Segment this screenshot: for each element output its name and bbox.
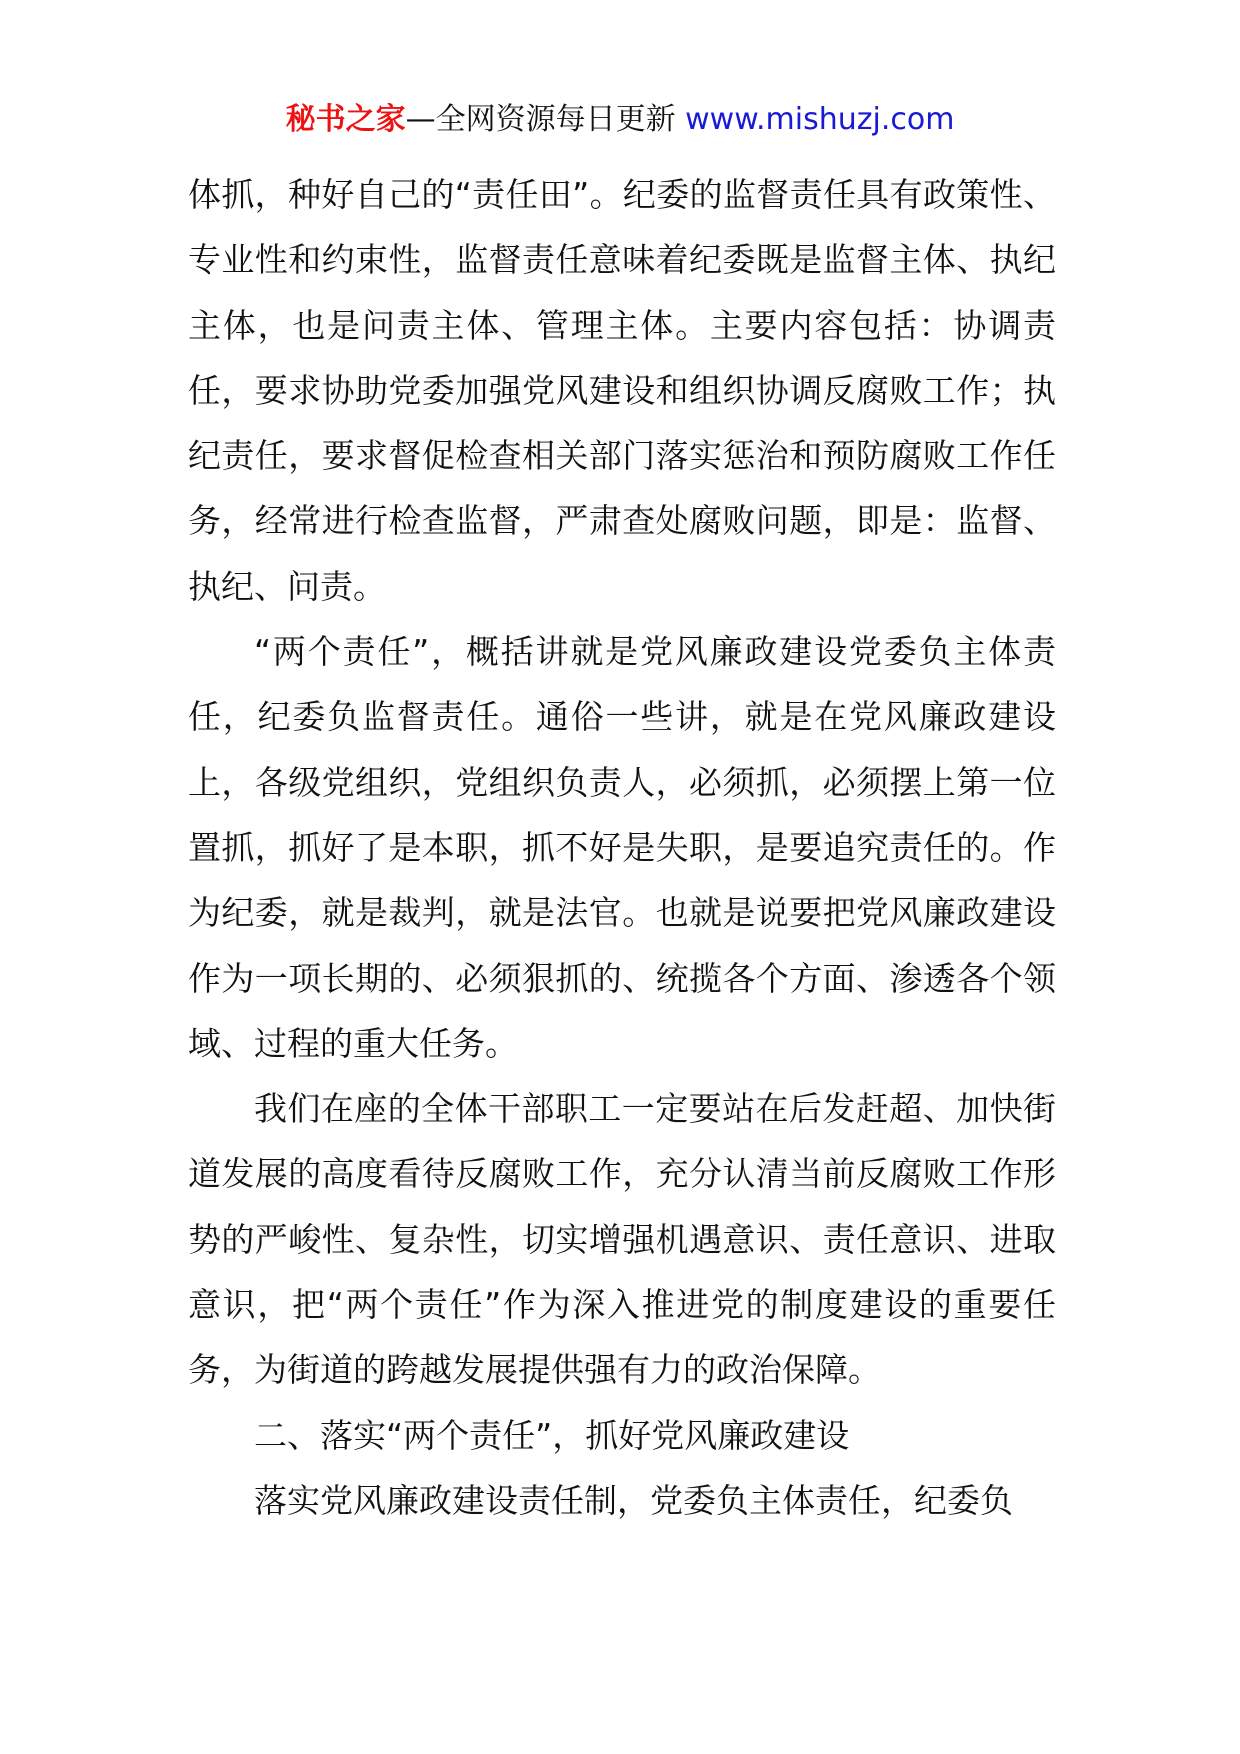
site-url-link[interactable]: www.mishuzj.com [685, 102, 955, 137]
header-tagline: —全网资源每日更新 [405, 102, 686, 137]
brand-name: 秘书之家 [285, 102, 406, 137]
paragraph-section-two-start: 落实党风廉政建设责任制，党委负主体责任，纪委负 [254, 1480, 1013, 1520]
paragraph-two-responsibilities: “两个责任”，概括讲就是党风廉政建设党委负主体责任，纪委负监督责任。通俗一些讲，就是在党风廉政建设上，各级党组织，党组织负责人，必须抓，必须摆上第一位置抓，抓好了是本职，抓不好是失职，是要追究责任的。作为纪委，就是裁判，就是法官。也就是说要把党风廉政建设作为一项长期的、必须狠抓的、统揽各个方面、渗透各个领域、过程的重大任务。 [188, 632, 1056, 1063]
paragraph-continuation: 体抓，种好自己的“责任田”。纪委的监督责任具有政策性、专业性和约束性，监督责任意味着纪委既是监督主体、执纪主体，也是问责主体、管理主体。主要内容包括：协调责任，要求协助党委加强党风建设和组织协调反腐败工作；执纪责任，要求督促检查相关部门落实惩治和预防腐败工作任务，经常进行检查监督，严肃查处腐败问题，即是：监督、执纪、问责。 [188, 175, 1056, 606]
section-heading: 二、落实“两个责任”，抓好党风廉政建设 [254, 1415, 850, 1455]
page-header [0, 100, 1240, 140]
document-body [188, 162, 1056, 1533]
paragraph-cadre-duty: 我们在座的全体干部职工一定要站在后发赶超、加快街道发展的高度看待反腐败工作，充分认清当前反腐败工作形势的严峻性、复杂性，切实增强机遇意识、责任意识、进取意识，把“两个责任”作为深入推进党的制度建设的重要任务，为街道的跨越发展提供强有力的政治保障。 [188, 1089, 1056, 1390]
